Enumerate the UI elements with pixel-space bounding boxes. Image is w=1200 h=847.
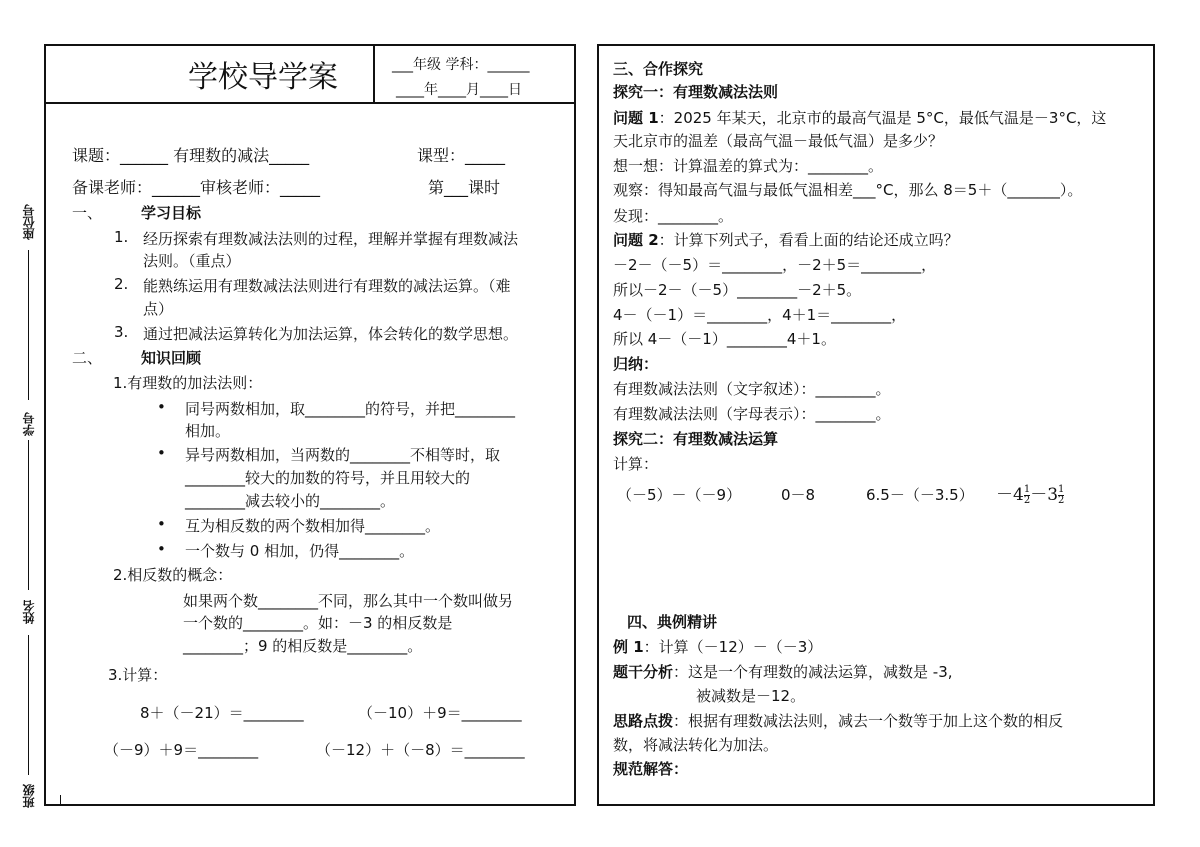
bullet1-line1: 同号两数相加，取________的符号，并把________ <box>185 400 516 418</box>
exercise-2: 0－8 <box>781 486 816 504</box>
page-title: 学校导学案 <box>188 60 338 95</box>
bullet2-line2: ________较大的加数的符号，并且用较大的 <box>185 469 471 487</box>
opposite-line1: 如果两个数________不同，那么其中一个数叫做另 <box>183 592 514 610</box>
header-divider <box>45 102 575 104</box>
bullet1-line2: 相加。 <box>185 422 231 440</box>
seat-label: 座位号 <box>22 204 36 240</box>
problem2-row-c: 4－（－1）＝________，4＋1＝________， <box>613 306 907 324</box>
problem1-line2: 天北京市的温差（最高气温－最低气温）是多少？ <box>613 132 944 150</box>
answer-label: 规范解答： <box>613 760 689 778</box>
fraction-half-1: $\frac{1}{2}$ <box>1023 484 1031 506</box>
goal1-line2: 法则。（重点） <box>143 252 241 270</box>
section3-title: 三、合作探究 <box>613 60 704 78</box>
problem2-line <box>613 229 959 250</box>
rule-text-line: 有理数减法法则（文字叙述）：________。 <box>613 380 891 398</box>
goal1-number: 1. <box>114 228 129 246</box>
fraction-half-2: $\frac{1}{2}$ <box>1058 484 1065 506</box>
problem2-label: 问题 2 <box>613 231 659 249</box>
period-row: 第___课时 <box>428 178 501 197</box>
student-no-label: 学号 <box>22 412 36 436</box>
problem1-label: 问题 1 <box>613 109 659 127</box>
exercise4-second: －3 <box>1030 485 1059 505</box>
blank-line-seat <box>28 250 29 400</box>
opposite-line3: ________；9 的相反数是________。 <box>183 637 423 655</box>
analysis-line1 <box>613 661 953 682</box>
section4-title: 四、典例精讲 <box>627 613 718 631</box>
exercise-3: 6.5－（－3.5） <box>866 486 974 504</box>
calc-item-4: （－12）＋（－8）＝________ <box>316 741 525 759</box>
idea-text: ：根据有理数减法法则，减去一个数等于加上这个数的相反 <box>673 712 1064 730</box>
idea-line2: 数，将减法转化为加法。 <box>613 736 779 754</box>
goal2-number: 2. <box>114 275 129 293</box>
name-label: 姓名 <box>22 600 36 624</box>
section1-title: 学习目标 <box>141 204 202 222</box>
example1-text: ：计算（－12）－（－3） <box>643 638 823 656</box>
review-q2: 2.相反数的概念： <box>113 566 233 584</box>
problem2-row-d: 所以 4－（－1）________4＋1。 <box>613 330 836 348</box>
think-line: 想一想：计算温差的算式为：________。 <box>613 157 884 175</box>
topic-row: 课题：______ 有理数的减法_____ <box>72 146 310 165</box>
grade-subject-line: ___年级 学科：______ <box>392 57 530 73</box>
idea-label: 思路点拨 <box>613 712 674 730</box>
summary-label: 归纳： <box>613 355 659 373</box>
idea-line1 <box>613 710 1063 731</box>
review-q3: 3.计算： <box>108 666 168 684</box>
opposite-line2: 一个数的________。如：－3 的相反数是 <box>183 614 453 632</box>
bullet2-line1: 异号两数相加，当两数的________不相等时，取 <box>185 446 501 464</box>
goal2-line1: 能熟练运用有理数减法法则进行有理数的减法运算。（难 <box>143 277 511 295</box>
analysis-text: ：这是一个有理数的减法运算，减数是 -3, <box>673 663 953 681</box>
analysis-label: 题干分析 <box>613 663 674 681</box>
calc-item-3: （－9）＋9＝________ <box>104 741 259 759</box>
blank-line-no <box>28 440 29 590</box>
bullet-4: • <box>157 540 166 558</box>
rule-letter-line: 有理数减法法则（字母表示）：________。 <box>613 405 891 423</box>
bullet4-line1: 一个数与 0 相加，仍得________。 <box>185 542 415 560</box>
header-split <box>373 45 375 103</box>
class-label: 班级 <box>22 784 36 808</box>
blank-line-name <box>28 635 29 775</box>
bullet-1: • <box>157 398 166 416</box>
problem2-row-a: －2－（－5）＝________，－2＋5＝________， <box>613 256 937 274</box>
problem1-text: ：2025 年某天，北京市的最高气温是 5°C，最低气温是－3°C，这 <box>658 109 1107 127</box>
teacher-row: 备课老师：______审核老师：_____ <box>72 178 321 197</box>
exercise4-first: －4 <box>996 485 1024 505</box>
bullet2-line3: ________减去较小的________。 <box>185 492 396 510</box>
exercise-4 <box>996 480 1064 506</box>
problem1-line1 <box>613 107 1106 128</box>
example1-label: 例 1 <box>613 638 644 656</box>
example1-line <box>613 636 822 657</box>
bullet3-line1: 互为相反数的两个数相加得________。 <box>185 517 441 535</box>
explore2-title: 探究二：有理数减法运算 <box>613 430 779 448</box>
calc-item-1: 8＋（－21）＝________ <box>140 704 304 722</box>
goal2-line2: 点） <box>143 300 174 318</box>
goal1-line1: 经历探索有理数减法法则的过程，理解并掌握有理数减法 <box>143 230 519 248</box>
review-q1: 1.有理数的加法法则： <box>113 374 263 392</box>
calc-item-2: （－10）＋9＝________ <box>358 704 522 722</box>
discover-line: 发现：________。 <box>613 207 734 225</box>
bullet-2: • <box>157 444 166 462</box>
observe-line: 观察：得知最高气温与最低气温相差___°C，那么 8＝5＋（_______）。 <box>613 181 1083 199</box>
goal3-number: 3. <box>114 323 129 341</box>
section1-number: 一、 <box>72 204 103 222</box>
problem2-row-b: 所以－2－（－5）________－2＋5。 <box>613 281 862 299</box>
date-line: ____年____月____日 <box>396 82 522 98</box>
section2-title: 知识回顾 <box>141 349 202 367</box>
goal3-line1: 通过把减法运算转化为加法运算，体会转化的数学思想。 <box>143 325 519 343</box>
compute-label: 计算： <box>613 455 659 473</box>
analysis-line2: 被减数是－12。 <box>696 687 806 705</box>
exercise-1: （－5）－（－9） <box>617 486 742 504</box>
problem2-text: ：计算下列式子，看看上面的结论还成立吗？ <box>658 231 959 249</box>
bullet-3: • <box>157 515 166 533</box>
explore1-title: 探究一：有理数减法法则 <box>613 83 779 101</box>
section2-number: 二、 <box>72 349 103 367</box>
lesson-type-row: 课型：_____ <box>417 146 506 165</box>
